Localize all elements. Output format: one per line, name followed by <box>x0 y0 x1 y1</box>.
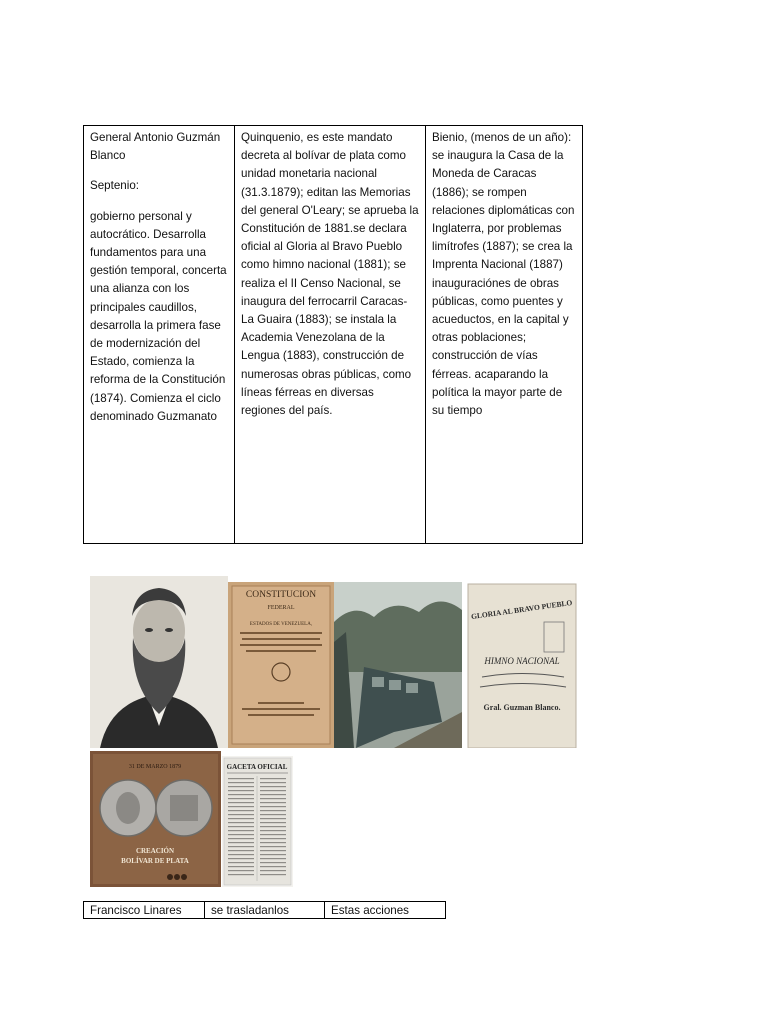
small-table-cell-3: Estas acciones <box>325 902 446 919</box>
railway-train-image <box>334 582 462 748</box>
guzman-periods-table <box>83 125 583 544</box>
coin-caption-2: BOLÍVAR DE PLATA <box>121 857 189 865</box>
president-name: General Antonio Guzmán Blanco <box>90 131 221 163</box>
gazette-title: GACETA OFICIAL <box>226 763 288 771</box>
small-table-cell-2: se trasladanlos <box>205 902 325 919</box>
guzman-blanco-portrait <box>90 576 228 748</box>
septenio-text: gobierno personal y autocrático. Desarrolla fundamentos para una gestión temporal, concerta una alianza con los principales caudillos, desarrolla la primera fase de modernización del Estado, comienza la reforma de la Constitución (1874). Comienza el ciclo denominado Guzmanato <box>90 209 227 423</box>
anthem-title: GLORIA AL BRAVO PUEBLO <box>470 597 573 622</box>
constitution-document-image <box>228 582 334 748</box>
gaceta-oficial-image <box>222 756 293 887</box>
constitution-subtitle-2: ESTADOS DE VENEZUELA, <box>249 622 313 627</box>
quinquenio-text: Quinquenio, es este mandato decreta al bolívar de plata como unidad monetaria nacional (31.3.1879); editan las Memorias del general O'Leary; se aprueba la Constitución de 1881.se declara oficial al Gloria al Bravo Pueblo como himno nacional (1881); se realiza el II Censo Nacional, se inaugura del ferrocarril Caracas-La Guaira (1883); se instala la Academia Venezolana de la Lengua (1883), construcción de numerosas obras públicas, como líneas férreas en diversas regiones del país. <box>241 131 419 418</box>
septenio-label: Septenio: <box>90 179 139 193</box>
septenio-cell <box>84 126 235 544</box>
small-table-cell-1: Francisco Linares <box>84 902 205 919</box>
bienio-text: Bienio, (menos de un año): se inaugura la Casa de la Moneda de Caracas (1886); se rompen relaciones diplomáticas con Inglaterra, por problemas limítrofes (1887); se crea la Imprenta Nacional (1887) inauguraciónes de obras públicas, como puentes y acueductos, en la capital y otras poblaciones; construcción de vías férreas. acaparando la política la mayor parte de su tiempo <box>432 131 575 418</box>
table-row <box>84 902 446 919</box>
continuation-table <box>83 901 446 919</box>
anthem-author: Gral. Guzman Blanco. <box>483 703 561 712</box>
constitution-title: CONSTITUCION <box>245 590 317 600</box>
bolivar-silver-coin-image <box>90 751 221 887</box>
quinquenio-cell <box>235 126 426 544</box>
constitution-subtitle: FEDERAL <box>267 605 295 611</box>
coin-caption: CREACIÓN <box>135 847 175 855</box>
anthem-subtitle: HIMNO NACIONAL <box>484 656 560 666</box>
coin-date: 31 DE MARZO 1879 <box>128 764 182 770</box>
bienio-cell <box>426 126 583 544</box>
table-row <box>84 126 583 544</box>
national-anthem-sheet-image <box>464 582 582 748</box>
